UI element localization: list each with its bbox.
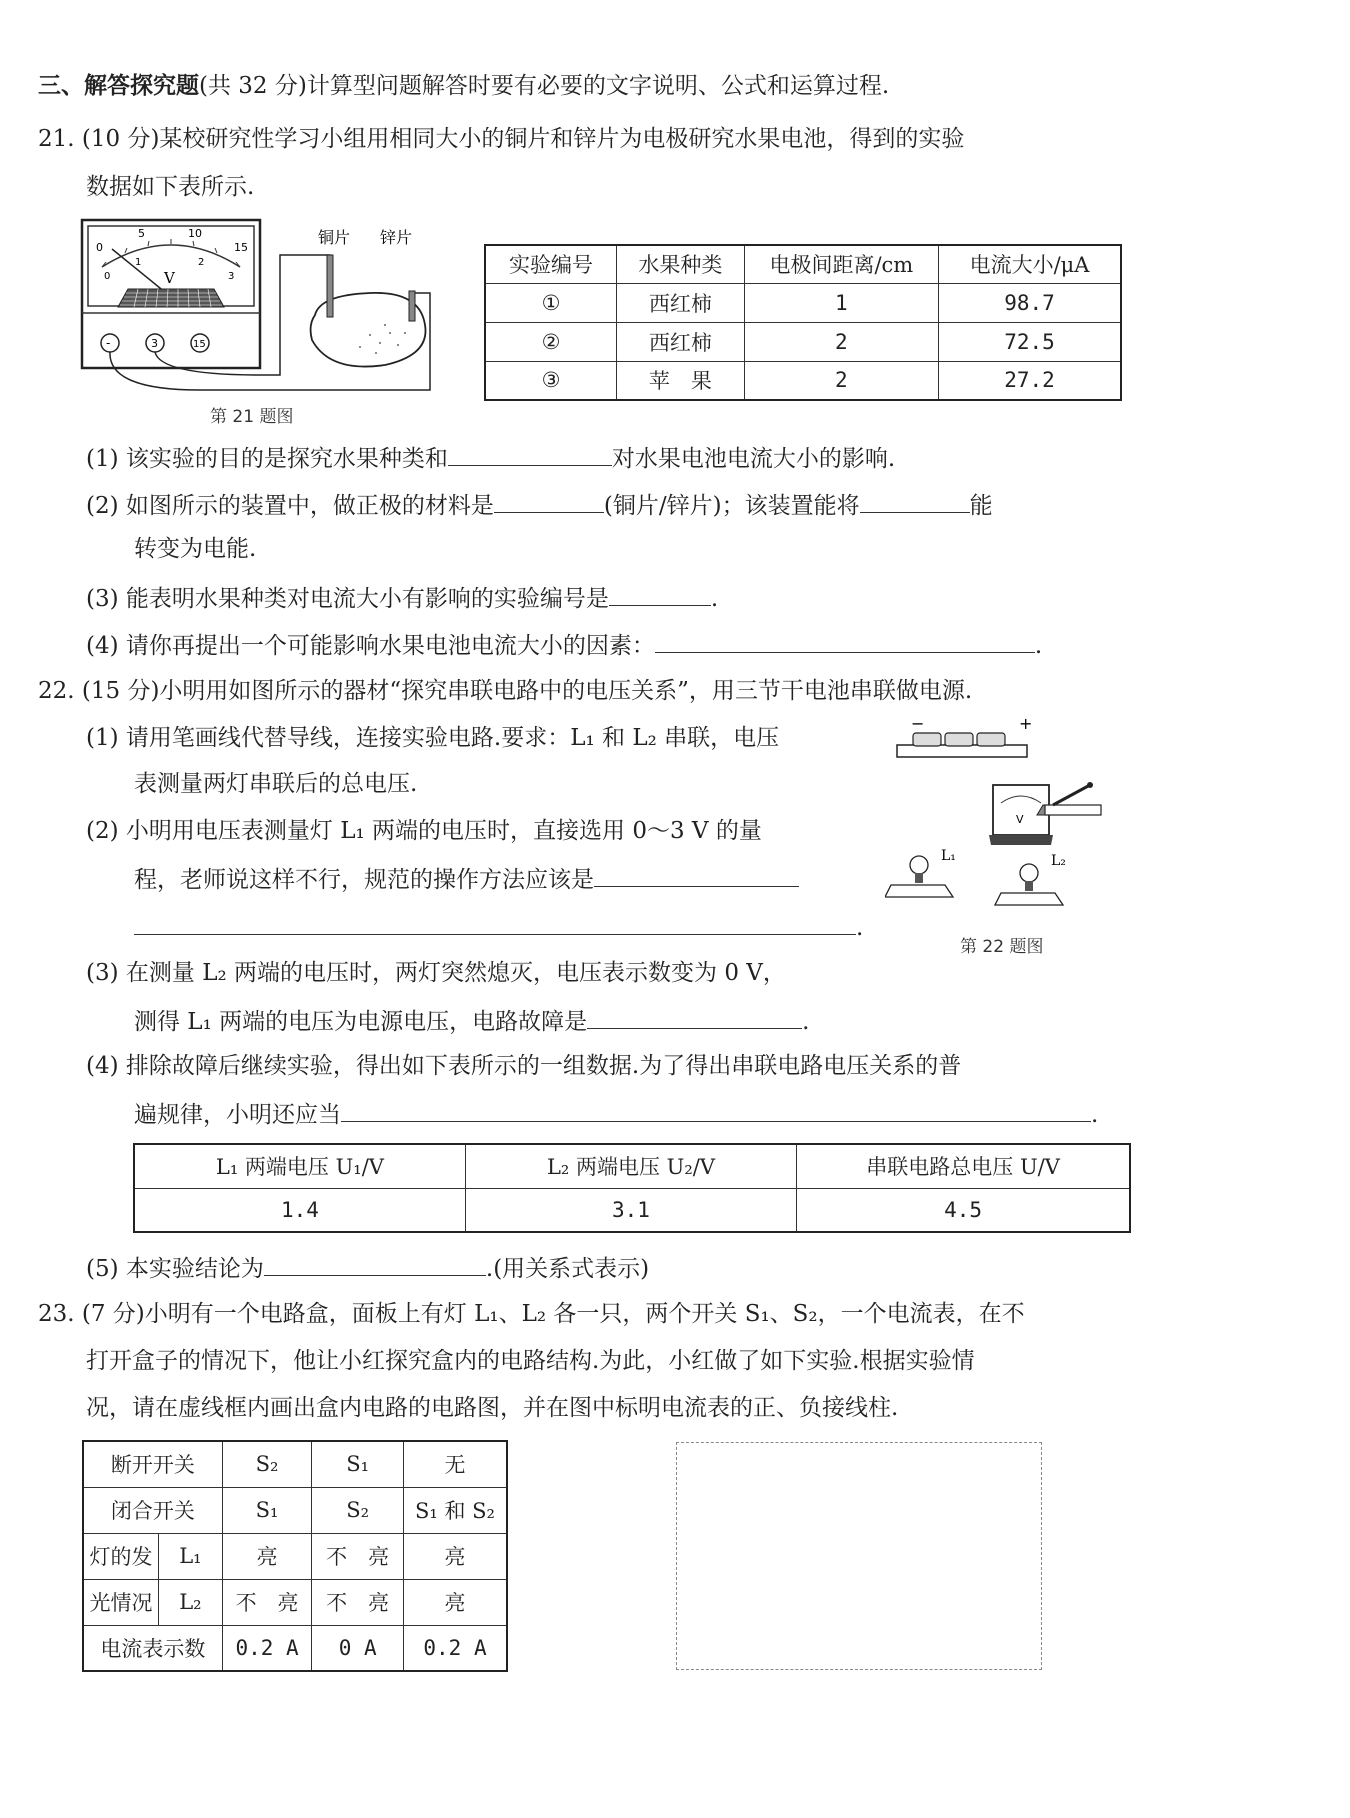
lamp1-bulb bbox=[910, 856, 928, 874]
q23-cell: 亮 bbox=[403, 1579, 507, 1625]
q22-p3-text-c: . bbox=[802, 1009, 810, 1035]
q21-cell: 1 bbox=[744, 283, 938, 322]
q23-label-l2: L₂ bbox=[159, 1579, 223, 1625]
q21-p1-text-b: 对水果电池电流大小的影响. bbox=[611, 446, 896, 472]
q23-cell: 无 bbox=[403, 1441, 507, 1487]
q22-th-u1: L₁ 两端电压 U₁/V bbox=[134, 1144, 465, 1188]
q21-p3 bbox=[86, 583, 718, 614]
q23-cell: S₂ bbox=[222, 1441, 312, 1487]
q21-p3-text-b: . bbox=[710, 586, 719, 612]
q23-cell: S₁ 和 S₂ bbox=[403, 1487, 507, 1533]
q21-cell: 27.2 bbox=[939, 361, 1121, 400]
zinc-plate bbox=[409, 291, 415, 321]
q22-th-u2: L₂ 两端电压 U₂/V bbox=[465, 1144, 796, 1188]
q21-cell: 72.5 bbox=[939, 322, 1121, 361]
section-title-rest: (共 32 分)计算型问题解答时要有必要的文字说明、公式和运算过程. bbox=[199, 73, 890, 99]
q21-p1 bbox=[86, 443, 895, 474]
section-title bbox=[38, 72, 889, 101]
q23-cell: 0.2 A bbox=[403, 1625, 507, 1671]
q22-p2-line1: (2) 小明用电压表测量灯 L₁ 两端的电压时，直接选用 0～3 V 的量 bbox=[86, 818, 762, 844]
q22-cell-u: 4.5 bbox=[797, 1188, 1130, 1232]
q22-th-u: 串联电路总电压 U/V bbox=[797, 1144, 1130, 1188]
q21-p2-blank1[interactable] bbox=[494, 490, 604, 513]
terminal-15-label: 15 bbox=[193, 339, 206, 350]
q22-p5-text-b: .(用关系式表示) bbox=[485, 1256, 650, 1282]
q21-th-fruit: 水果种类 bbox=[617, 245, 745, 283]
q22-p4-blank[interactable] bbox=[341, 1099, 1091, 1122]
lamp2-base bbox=[995, 893, 1063, 905]
q22-p2-text-c: . bbox=[856, 915, 864, 941]
q23-label-light-1: 灯的发 bbox=[83, 1533, 159, 1579]
q23-stem-line2: 打开盒子的情况下，他让小红探究盒内的电路结构.为此，小红做了如下实验.根据实验情 bbox=[86, 1348, 975, 1374]
q22-p1-line1: (1) 请用笔画线代替导线，连接实验电路.要求：L₁ 和 L₂ 串联，电压 bbox=[86, 725, 780, 751]
q21-data-table bbox=[484, 244, 1122, 401]
q22-figure bbox=[885, 715, 1105, 915]
q22-stem: 22. (15 分)小明用如图所示的器材“探究串联电路中的电压关系”，用三节干电池串联做电源. bbox=[38, 678, 973, 704]
q21-cell: 苹 果 bbox=[617, 361, 745, 400]
q23-stem-line3: 况，请在虚线框内画出盒内电路的电路图，并在图中标明电流表的正、负接线柱. bbox=[86, 1395, 899, 1421]
q21-p4-text-a: (4) 请你再提出一个可能影响水果电池电流大小的因素： bbox=[86, 633, 655, 659]
q21-th-id: 实验编号 bbox=[485, 245, 617, 283]
q21-cell: ② bbox=[485, 322, 617, 361]
q21-cell: ③ bbox=[485, 361, 617, 400]
q22-figure-caption: 第 22 题图 bbox=[960, 937, 1044, 957]
q21-cell: 2 bbox=[744, 361, 938, 400]
battery-minus: − bbox=[911, 715, 925, 733]
q23-cell: 0 A bbox=[312, 1625, 404, 1671]
q23-label-l1: L₁ bbox=[159, 1533, 223, 1579]
battery-base bbox=[897, 745, 1027, 757]
q21-p2-text-c: 能 bbox=[969, 493, 993, 519]
q23-cell: S₁ bbox=[222, 1487, 312, 1533]
section-title-bold: 三、解答探究题 bbox=[38, 72, 199, 99]
q22-cell-u1: 1.4 bbox=[134, 1188, 465, 1232]
q21-p4-text-b: . bbox=[1034, 633, 1043, 659]
q21-stem-line2: 数据如下表所示. bbox=[86, 174, 255, 200]
lamp1-base bbox=[885, 885, 953, 897]
q21-th-current: 电流大小/μA bbox=[939, 245, 1121, 283]
q22-cell-u2: 3.1 bbox=[465, 1188, 796, 1232]
lamp1-label: L₁ bbox=[941, 848, 956, 864]
lamp2-bulb bbox=[1020, 864, 1038, 882]
scale-label-0: 0 bbox=[96, 241, 103, 254]
q22-meter-letter: V bbox=[1016, 813, 1024, 826]
q23-label-open: 断开开关 bbox=[83, 1441, 222, 1487]
q23-label-current: 电流表示数 bbox=[83, 1625, 222, 1671]
q22-p1-line2: 表测量两灯串联后的总电压. bbox=[134, 771, 418, 797]
copper-label: 铜片 bbox=[318, 228, 351, 247]
q21-cell: 西红柿 bbox=[617, 283, 745, 322]
q22-p3-line2 bbox=[134, 1006, 809, 1037]
q22-p2-line2 bbox=[134, 864, 799, 895]
q22-p2-text-b: 程，老师说这样不行，规范的操作方法应该是 bbox=[134, 867, 594, 893]
q22-p5-text-a: (5) 本实验结论为 bbox=[86, 1256, 264, 1282]
q22-p4-text-c: . bbox=[1091, 1102, 1099, 1128]
q22-p3-line1: (3) 在测量 L₂ 两端的电压时，两灯突然熄灭，电压表示数变为 0 V， bbox=[86, 960, 786, 986]
q22-p2-line3 bbox=[134, 912, 863, 943]
q21-p2-blank2[interactable] bbox=[860, 490, 970, 513]
q21-p2-text-a: (2) 如图所示的装置中，做正极的材料是 bbox=[86, 493, 494, 519]
switch-lever bbox=[1053, 785, 1090, 805]
q22-p5-blank[interactable] bbox=[264, 1253, 486, 1276]
scale-inner-2: 2 bbox=[198, 257, 205, 268]
terminal-minus-label: - bbox=[106, 336, 111, 350]
scale-inner-1: 1 bbox=[135, 257, 142, 268]
q21-th-distance: 电极间距离/cm bbox=[744, 245, 938, 283]
q23-cell: 0.2 A bbox=[222, 1625, 312, 1671]
q21-p4 bbox=[86, 630, 1042, 661]
q22-p2-blank2[interactable] bbox=[134, 912, 856, 935]
q21-p1-blank[interactable] bbox=[448, 443, 612, 466]
q21-cell: 西红柿 bbox=[617, 322, 745, 361]
q22-p2-blank1[interactable] bbox=[594, 864, 799, 887]
q21-stem-line1: 21. (10 分)某校研究性学习小组用相同大小的铜片和锌片为电极研究水果电池，得到的实验 bbox=[38, 126, 965, 152]
q23-cell: 亮 bbox=[403, 1533, 507, 1579]
scale-label-10: 10 bbox=[188, 227, 202, 240]
q23-cell: 亮 bbox=[222, 1533, 312, 1579]
q22-p4-line2 bbox=[134, 1099, 1098, 1130]
q21-p3-text-a: (3) 能表明水果种类对电流大小有影响的实验编号是 bbox=[86, 586, 609, 612]
q22-p3-text-b: 测得 L₁ 两端的电压为电源电压，电路故障是 bbox=[134, 1009, 588, 1035]
q23-label-close: 闭合开关 bbox=[83, 1487, 222, 1533]
q23-experiment-table bbox=[82, 1440, 508, 1672]
q23-stem-line1: 23. (7 分)小明有一个电路盒，面板上有灯 L₁、L₂ 各一只，两个开关 S₁、S₂，一个电流表，在不 bbox=[38, 1301, 1025, 1327]
switch-base bbox=[1045, 805, 1101, 815]
q23-cell: S₂ bbox=[312, 1487, 404, 1533]
scale-label-15: 15 bbox=[234, 241, 248, 254]
circuit-drawing-box[interactable] bbox=[676, 1442, 1042, 1670]
copper-plate bbox=[327, 255, 333, 317]
q21-figure-caption: 第 21 题图 bbox=[210, 407, 294, 427]
q21-p2-cont: 转变为电能. bbox=[134, 536, 257, 562]
q21-figure bbox=[80, 215, 440, 405]
q22-p5 bbox=[86, 1253, 649, 1284]
zinc-label: 锌片 bbox=[380, 228, 413, 247]
q22-p3-blank[interactable] bbox=[587, 1006, 802, 1029]
scale-inner-3: 3 bbox=[228, 271, 235, 282]
terminal-3-label: 3 bbox=[151, 337, 158, 350]
q21-cell: 98.7 bbox=[939, 283, 1121, 322]
q23-cell: S₁ bbox=[312, 1441, 404, 1487]
q21-p3-blank[interactable] bbox=[609, 583, 711, 606]
q21-p2 bbox=[86, 490, 993, 521]
lamp2-label: L₂ bbox=[1051, 853, 1066, 869]
q23-cell: 不 亮 bbox=[312, 1533, 404, 1579]
q21-cell: ① bbox=[485, 283, 617, 322]
scale-inner-0: 0 bbox=[104, 271, 111, 282]
battery-plus: + bbox=[1019, 715, 1033, 733]
q22-voltage-table bbox=[133, 1143, 1131, 1233]
q23-cell: 不 亮 bbox=[312, 1579, 404, 1625]
scale-label-5: 5 bbox=[138, 227, 145, 240]
q21-p4-blank[interactable] bbox=[655, 630, 1035, 653]
q21-p2-text-b: (铜片/锌片)；该装置能将 bbox=[603, 493, 860, 519]
q23-cell: 不 亮 bbox=[222, 1579, 312, 1625]
q22-p4-text-b: 遍规律，小明还应当 bbox=[134, 1102, 341, 1128]
q21-p1-text-a: (1) 该实验的目的是探究水果种类和 bbox=[86, 446, 448, 472]
q21-cell: 2 bbox=[744, 322, 938, 361]
meter-letter: V bbox=[164, 269, 175, 287]
q23-label-light-2: 光情况 bbox=[83, 1579, 159, 1625]
q22-p4-line1: (4) 排除故障后继续实验，得出如下表所示的一组数据.为了得出串联电路电压关系的普 bbox=[86, 1053, 962, 1079]
